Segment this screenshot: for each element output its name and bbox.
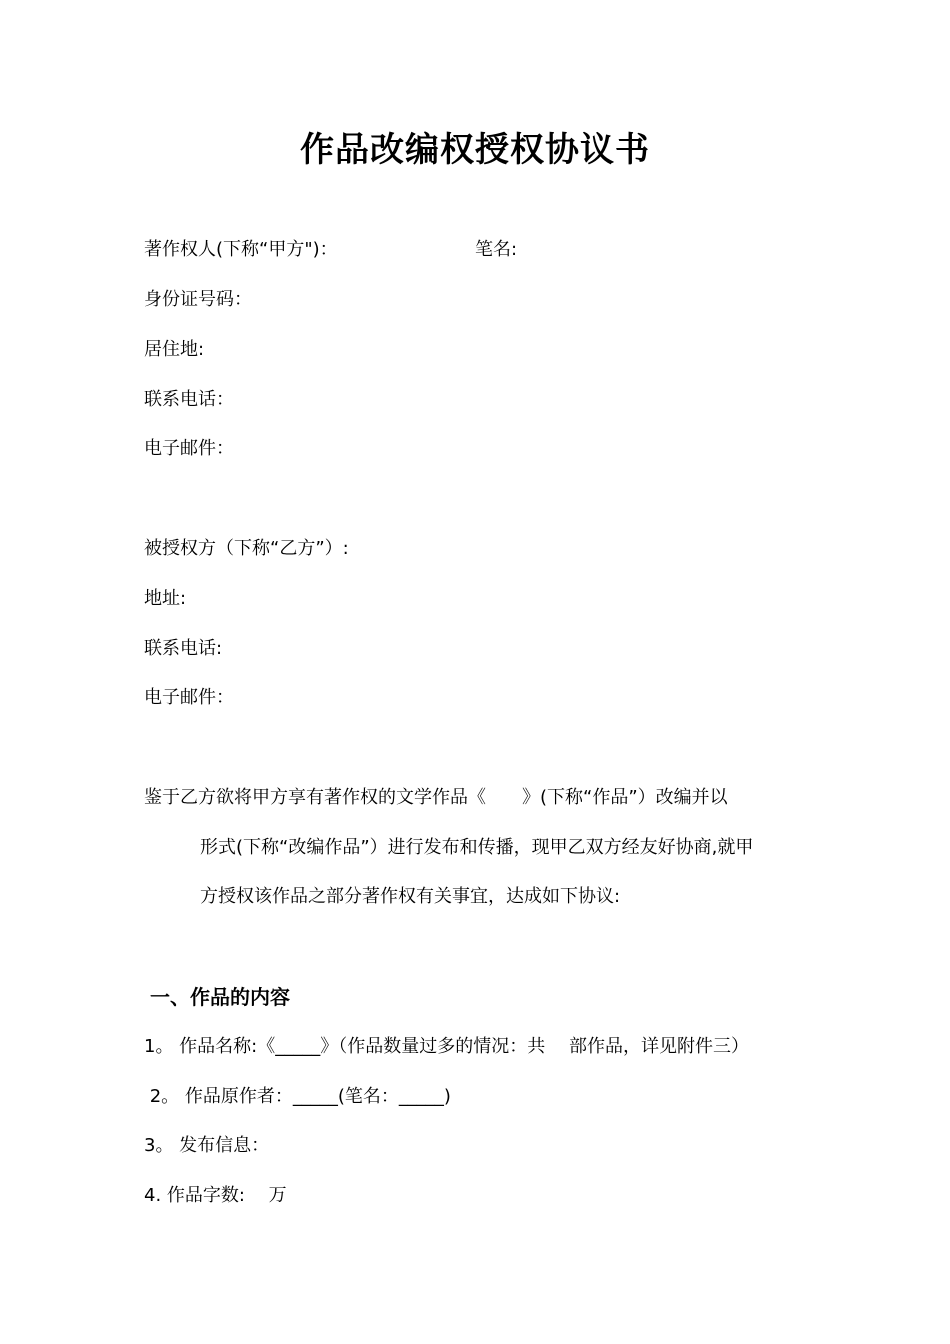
section-1-item: 3。 发布信息： bbox=[144, 1135, 270, 1156]
party-a-phone-label: 联系电话： bbox=[144, 389, 234, 410]
document-title: 作品改编权授权协议书 bbox=[300, 130, 650, 170]
party-b-label: 被授权方（下称“乙方”）: bbox=[144, 538, 349, 559]
section-1-item: 4. 作品字数: 万 bbox=[144, 1185, 287, 1206]
section-1-item: 2。 作品原作者：_____(笔名：_____) bbox=[144, 1086, 451, 1107]
party-b-email-label: 电子邮件： bbox=[144, 687, 234, 708]
preamble-line-1: 鉴于乙方欲将甲方享有著作权的文学作品《 》(下称“作品”）改编并以 bbox=[144, 787, 728, 808]
party-a-label: 著作权人(下称“甲方")： bbox=[144, 239, 338, 260]
pen-name-label: 笔名: bbox=[475, 239, 518, 260]
id-number-label: 身份证号码： bbox=[144, 289, 252, 310]
residence-label: 居住地: bbox=[144, 339, 205, 360]
party-b-address-label: 地址: bbox=[144, 588, 187, 609]
section-1-item: 1。 作品名称:《_____》（作品数量过多的情况：共 部作品，详见附件三） bbox=[144, 1036, 749, 1057]
party-b-phone-label: 联系电话: bbox=[144, 638, 223, 659]
party-a-email-label: 电子邮件： bbox=[144, 438, 234, 459]
section-1-heading: 一、作品的内容 bbox=[150, 985, 290, 1009]
preamble-line-3: 方授权该作品之部分著作权有关事宜，达成如下协议: bbox=[200, 886, 621, 907]
preamble-line-2: 形式(下称“改编作品”）进行发布和传播，现甲乙双方经友好协商,就甲 bbox=[200, 837, 754, 858]
